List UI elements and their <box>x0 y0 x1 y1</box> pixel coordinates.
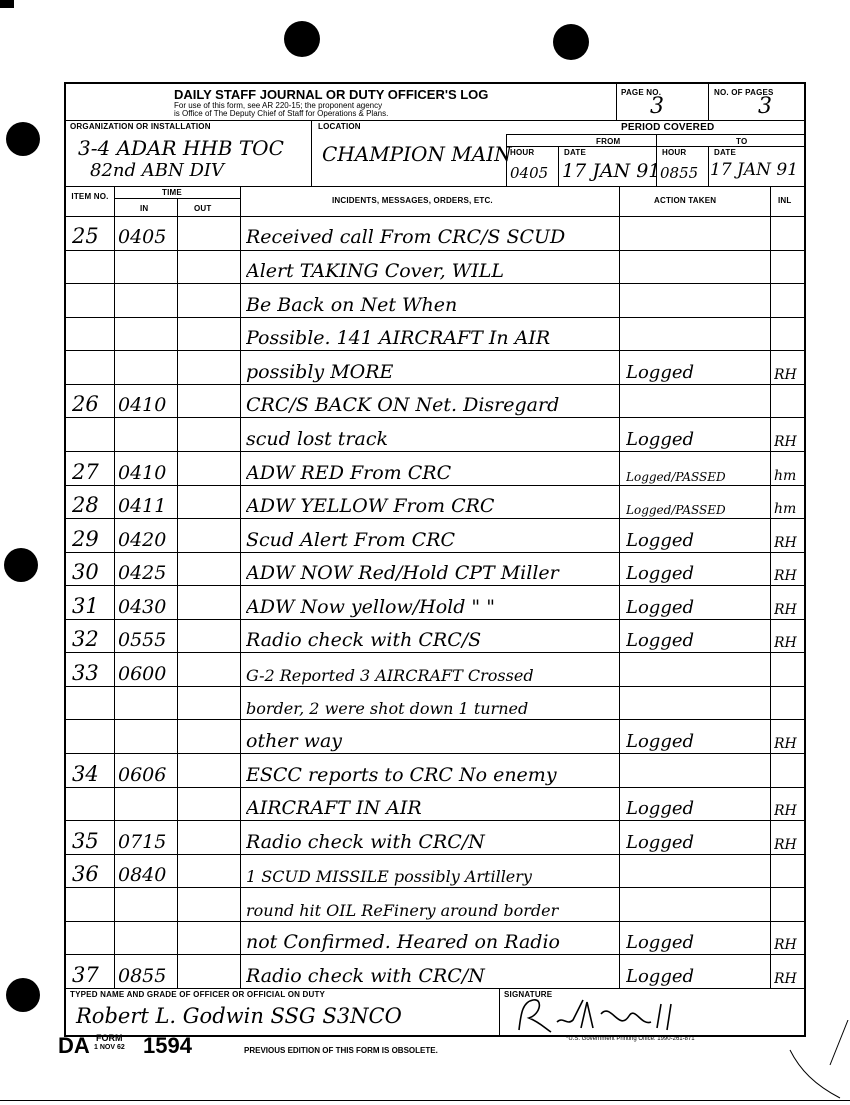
item-no-cell: 33 <box>72 660 99 685</box>
item-no-cell: 25 <box>72 223 99 248</box>
time-in-cell: 0840 <box>118 864 167 887</box>
item-no-cell: 32 <box>72 627 99 652</box>
to-hour: 0855 <box>660 164 699 182</box>
time-in-cell: 0420 <box>118 528 167 551</box>
incident-cell: ADW Now yellow/Hold " " <box>246 595 495 618</box>
form-subtitle-1: For use of this form, see AR 220-15; the proponent agency <box>174 101 383 110</box>
action-cell: Logged <box>626 965 695 987</box>
signature-label: SIGNATURE <box>504 990 553 999</box>
action-cell: Logged <box>626 361 695 383</box>
previous-edition-note: PREVIOUS EDITION OF THIS FORM IS OBSOLETE. <box>244 1046 438 1055</box>
incident-cell: Radio check with CRC/S <box>246 629 482 652</box>
page-no-label: PAGE NO. <box>621 88 662 97</box>
form-word: FORM <box>96 1033 123 1043</box>
incident-cell: AIRCRAFT IN AIR <box>246 797 422 820</box>
incident-cell: CRC/S BACK ON Net. Disregard <box>246 394 560 417</box>
incident-cell: Alert TAKING Cover, WILL <box>246 260 504 283</box>
incident-cell: round hit OIL ReFinery around border <box>246 900 559 920</box>
from-label: FROM <box>596 137 621 146</box>
incident-cell: possibly MORE <box>246 360 394 383</box>
incident-cell: ADW YELLOW From CRC <box>246 495 495 518</box>
bottom-edge <box>0 1100 850 1101</box>
initials-cell: RH <box>774 366 797 383</box>
item-no-cell: 26 <box>72 392 99 417</box>
item-no-cell: 37 <box>72 962 99 987</box>
from-hour: 0405 <box>510 164 549 182</box>
journal-form <box>64 82 806 1037</box>
col-action: ACTION TAKEN <box>654 196 717 205</box>
incident-cell: Radio check with CRC/N <box>246 964 485 987</box>
col-in: IN <box>140 204 149 213</box>
item-no-cell: 34 <box>72 761 99 786</box>
gpo-note: *U.S. Government Printing Office: 1990-261-871 <box>566 1036 695 1042</box>
incident-cell: scud lost track <box>246 427 388 450</box>
action-cell: Logged/PASSED <box>626 503 726 518</box>
from-hour-label: HOUR <box>510 148 535 157</box>
action-cell: Logged <box>626 932 695 954</box>
time-in-cell: 0411 <box>118 495 167 518</box>
initials-cell: RH <box>774 601 797 618</box>
initials-cell: RH <box>774 803 797 820</box>
item-no-cell: 29 <box>72 526 99 551</box>
from-date-label: DATE <box>564 148 586 157</box>
page-edge-mark <box>760 1020 850 1105</box>
punch-hole <box>284 21 320 57</box>
punch-hole <box>6 978 40 1012</box>
initials-cell: RH <box>774 736 797 753</box>
initials-cell: RH <box>774 534 797 551</box>
punch-hole <box>6 122 40 156</box>
org-line-1: 3-4 ADAR HHB TOC <box>78 136 284 160</box>
item-no-cell: 30 <box>72 560 99 585</box>
location-label: LOCATION <box>318 122 361 131</box>
punch-hole <box>553 24 589 60</box>
action-cell: Logged <box>626 630 695 652</box>
col-time: TIME <box>162 188 182 197</box>
item-no-cell: 31 <box>72 593 99 618</box>
incident-cell: 1 SCUD MISSILE possibly Artillery <box>246 867 532 887</box>
time-in-cell: 0425 <box>118 562 167 585</box>
form-title: DAILY STAFF JOURNAL OR DUTY OFFICER'S LOG <box>174 87 489 102</box>
action-cell: Logged <box>626 596 695 618</box>
no-of-pages: 3 <box>758 94 772 119</box>
action-cell: Logged <box>626 428 695 450</box>
time-in-cell: 0600 <box>118 662 167 685</box>
initials-cell: hm <box>774 501 797 518</box>
no-of-pages-label: NO. OF PAGES <box>714 88 774 97</box>
action-cell: Logged <box>626 831 695 853</box>
incident-cell: Received call From CRC/S SCUD <box>246 225 566 248</box>
time-in-cell: 0405 <box>118 225 167 248</box>
item-no-cell: 36 <box>72 862 99 887</box>
location: CHAMPION MAIN <box>322 142 512 166</box>
time-in-cell: 0410 <box>118 394 167 417</box>
period-label: PERIOD COVERED <box>621 122 715 133</box>
time-in-cell: 0855 <box>118 964 167 987</box>
form-subtitle-2: is Office of The Deputy Chief of Staff for Operations & Plans. <box>174 109 389 118</box>
form-prefix: DA <box>58 1033 90 1058</box>
time-in-cell: 0555 <box>118 629 167 652</box>
time-in-cell: 0430 <box>118 595 167 618</box>
form-date: 1 NOV 62 <box>94 1044 125 1051</box>
initials-cell: RH <box>774 635 797 652</box>
incident-cell: ADW NOW Red/Hold CPT Miller <box>246 562 559 585</box>
to-date-label: DATE <box>714 148 736 157</box>
incident-cell: ESCC reports to CRC No enemy <box>246 763 557 786</box>
col-out: OUT <box>194 204 212 213</box>
incident-cell: G-2 Reported 3 AIRCRAFT Crossed <box>246 665 534 685</box>
initials-cell: RH <box>774 433 797 450</box>
time-in-cell: 0715 <box>118 830 167 853</box>
col-inl: INL <box>778 196 792 205</box>
initials-cell: RH <box>774 836 797 853</box>
initials-cell: hm <box>774 467 797 484</box>
incident-cell: other way <box>246 730 343 753</box>
page-no: 3 <box>650 94 664 119</box>
item-no-cell: 27 <box>72 459 99 484</box>
action-cell: Logged <box>626 529 695 551</box>
incident-cell: Be Back on Net When <box>246 293 458 316</box>
action-cell: Logged <box>626 731 695 753</box>
punch-hole <box>4 548 38 582</box>
initials-cell: RH <box>774 970 797 987</box>
corner-mark <box>0 0 14 8</box>
from-date: 17 JAN 91 <box>562 160 661 182</box>
incident-cell: border, 2 were shot down 1 turned <box>246 699 529 719</box>
incident-cell: not Confirmed. Heared on Radio <box>246 931 560 954</box>
incident-cell: Scud Alert From CRC <box>246 528 456 551</box>
incident-cell: Radio check with CRC/N <box>246 830 485 853</box>
col-incidents: INCIDENTS, MESSAGES, ORDERS, ETC. <box>332 196 493 205</box>
initials-cell: RH <box>774 568 797 585</box>
initials-cell: RH <box>774 937 797 954</box>
to-hour-label: HOUR <box>662 148 687 157</box>
form-number: 1594 <box>143 1033 192 1058</box>
to-date: 17 JAN 91 <box>710 160 799 180</box>
incident-cell: Possible. 141 AIRCRAFT In AIR <box>246 327 551 350</box>
org-line-2: 82nd ABN DIV <box>90 160 224 181</box>
action-cell: Logged <box>626 563 695 585</box>
item-no-cell: 28 <box>72 493 99 518</box>
signature <box>511 992 711 1036</box>
time-in-cell: 0410 <box>118 461 167 484</box>
action-cell: Logged <box>626 798 695 820</box>
typed-name: Robert L. Godwin SSG S3NCO <box>76 1004 402 1028</box>
typed-name-label: TYPED NAME AND GRADE OF OFFICER OR OFFICIAL ON DUTY <box>70 990 326 999</box>
action-cell: Logged/PASSED <box>626 469 726 484</box>
col-item-no: ITEM NO. <box>71 192 109 201</box>
incident-cell: ADW RED From CRC <box>246 461 452 484</box>
to-label: TO <box>736 137 748 146</box>
org-label: ORGANIZATION OR INSTALLATION <box>70 122 211 131</box>
item-no-cell: 35 <box>72 828 99 853</box>
time-in-cell: 0606 <box>118 763 167 786</box>
